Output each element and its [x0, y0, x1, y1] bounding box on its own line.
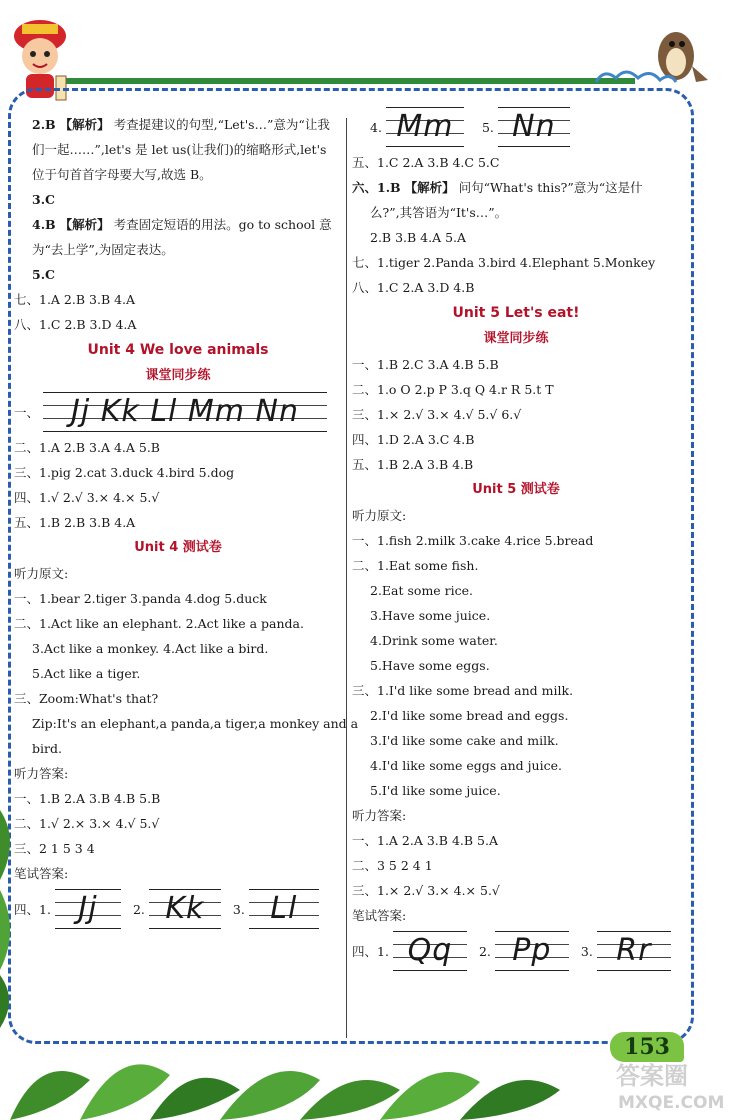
answer-line: 么?”,其答语为“It's…”。: [370, 205, 508, 220]
answer-line: 二、3 5 2 4 1: [352, 858, 433, 873]
handwriting-letters: Qq: [407, 933, 453, 968]
handwriting-letters: Pp: [512, 933, 552, 968]
answer-line: 三、1.× 2.√ 3.× 4.× 5.√: [352, 883, 500, 898]
answer-line: 四、1.√ 2.√ 3.× 4.× 5.√: [14, 490, 160, 505]
answer-line: 2.I'd like some bread and eggs.: [370, 708, 569, 723]
handwriting-letters: Jj Kk Ll Mm Nn: [71, 394, 299, 429]
answer-line: 一、1.bear 2.tiger 3.panda 4.dog 5.duck: [14, 591, 267, 606]
answer-line: 5.I'd like some juice.: [370, 783, 501, 798]
answer-line: 八、1.C 2.B 3.D 4.A: [14, 317, 137, 332]
answer-line: 三、1.pig 2.cat 3.duck 4.bird 5.dog: [14, 465, 235, 480]
unit4-heading: Unit 4 We love animals: [87, 342, 269, 358]
handwriting-lines: [495, 931, 569, 971]
page-number: 153: [610, 1032, 684, 1062]
handwriting-letters: Mm: [396, 109, 454, 144]
hw-label: 2.: [478, 943, 491, 959]
answer-line: 一、1.B 2.C 3.A 4.B 5.B: [352, 357, 499, 372]
handwriting-lines: [393, 931, 467, 971]
bottom-leaves-decoration: [0, 1020, 620, 1120]
handwriting-lines: [498, 107, 570, 147]
handwriting-lines: [149, 889, 221, 929]
answer-number: 六、1.B: [352, 180, 401, 195]
unit5-practice-heading: 课堂同步练: [483, 331, 549, 346]
handwriting-row: [352, 928, 680, 974]
hw-label: 四、1.: [14, 902, 51, 917]
right-column: [352, 104, 680, 974]
answer-line: 位于句首首字母要大写,故选 B。: [32, 167, 212, 182]
answer-line: bird.: [32, 741, 62, 756]
answer-line: 2.Eat some rice.: [370, 583, 474, 598]
answer-line: 2.B 3.B 4.A 5.A: [370, 230, 467, 245]
answer-line: 二、1.A 2.B 3.A 4.A 5.B: [14, 440, 160, 455]
watermark-line1: 答案圈: [616, 1062, 688, 1090]
hw-label: 一、: [14, 405, 40, 420]
analysis-tag: 【解析】: [59, 117, 110, 132]
handwriting-letters: Kk: [165, 891, 205, 926]
section-label: 听力答案:: [352, 808, 407, 823]
handwriting-lines: [43, 392, 327, 432]
handwriting-lines: [249, 889, 319, 929]
answer-text: 问句“What's this?”意为“这是什: [458, 180, 643, 195]
answer-line: 五、1.C 2.A 3.B 4.C 5.C: [352, 155, 500, 170]
handwriting-letters: Ll: [270, 891, 298, 926]
answer-line: [14, 112, 342, 137]
analysis-tag: 【解析】: [404, 180, 455, 195]
handwriting-letters: Nn: [512, 109, 556, 144]
hw-label: 4.: [370, 119, 382, 135]
answer-text: 考查提建议的句型,“Let's…”意为“让我: [113, 117, 330, 132]
unit5-heading: Unit 5 Let's eat!: [452, 305, 580, 321]
answer-number: 2.B: [32, 117, 56, 132]
watermark-line2: MXQE.COM: [618, 1093, 725, 1113]
answer-line: 为“去上学”,为固定表达。: [32, 242, 174, 257]
handwriting-letters: Jj: [78, 891, 98, 926]
answer-line: 3.Act like a monkey. 4.Act like a bird.: [32, 641, 269, 656]
answer-line: 4.I'd like some eggs and juice.: [370, 758, 562, 773]
section-label: 听力答案:: [14, 766, 69, 781]
column-divider: [346, 118, 347, 1038]
answer-line: 二、1.Eat some fish.: [352, 558, 479, 573]
unit5-test-heading: Unit 5 测试卷: [472, 482, 560, 497]
answer-line: 5.Act like a tiger.: [32, 666, 141, 681]
answer-line: 七、1.A 2.B 3.B 4.A: [14, 292, 136, 307]
handwriting-lines: [55, 889, 121, 929]
answer-number: 4.B: [32, 217, 56, 232]
section-label: 听力原文:: [352, 508, 407, 523]
handwriting-letters: Rr: [616, 933, 652, 968]
top-green-band: [60, 78, 635, 84]
answer-line: 们一起……”,let's 是 let us(让我们)的缩略形式,let's: [32, 142, 327, 157]
answer-line: 二、1.o O 2.p P 3.q Q 4.r R 5.t T: [352, 382, 554, 397]
answer-line: 四、1.D 2.A 3.C 4.B: [352, 432, 475, 447]
unit4-practice-heading: 课堂同步练: [145, 368, 211, 383]
answer-line: 一、1.fish 2.milk 3.cake 4.rice 5.bread: [352, 533, 594, 548]
section-label: 笔试答案:: [352, 908, 407, 923]
answer-line: 3.I'd like some cake and milk.: [370, 733, 559, 748]
answer-text: 考查固定短语的用法。go to school 意: [113, 217, 332, 232]
hw-label: 3.: [232, 901, 245, 917]
watermark-logo: [612, 1056, 746, 1116]
answer-line: 八、1.C 2.A 3.D 4.B: [352, 280, 475, 295]
left-column: [14, 112, 359, 932]
hw-label: 四、1.: [352, 944, 389, 959]
unit4-test-heading: Unit 4 测试卷: [134, 540, 222, 555]
answer-line: 一、1.A 2.A 3.B 4.B 5.A: [352, 833, 498, 848]
answer-line: 七、1.tiger 2.Panda 3.bird 4.Elephant 5.Monkey: [352, 255, 656, 270]
handwriting-lines: [597, 931, 671, 971]
answer-line: [14, 212, 342, 237]
handwriting-lines: [386, 107, 464, 147]
answer-line: 五、1.B 2.A 3.B 4.B: [352, 457, 474, 472]
answer-line: 一、1.B 2.A 3.B 4.B 5.B: [14, 791, 161, 806]
answer-line: 4.Drink some water.: [370, 633, 498, 648]
answer-line: 五、1.B 2.B 3.B 4.A: [14, 515, 136, 530]
handwriting-row: [14, 886, 342, 932]
answer-line: 三、1.× 2.√ 3.× 4.√ 5.√ 6.√: [352, 407, 522, 422]
answer-line: 5.Have some eggs.: [370, 658, 490, 673]
section-label: 听力原文:: [14, 566, 69, 581]
hw-label: 3.: [580, 943, 593, 959]
hw-label: 5.: [481, 119, 494, 135]
answer-line: 3.Have some juice.: [370, 608, 491, 623]
analysis-tag: 【解析】: [59, 217, 110, 232]
answer-line: 3.C: [32, 192, 55, 207]
section-label: 笔试答案:: [14, 866, 69, 881]
answer-line: 三、Zoom:What's that?: [14, 691, 159, 706]
hw-label: 2.: [132, 901, 145, 917]
answer-line: 二、1.√ 2.× 3.× 4.√ 5.√: [14, 816, 160, 831]
answer-line: Zip:It's an elephant,a panda,a tiger,a monkey and a: [32, 716, 359, 731]
answer-line: 二、1.Act like an elephant. 2.Act like a panda.: [14, 616, 304, 631]
answer-line: 5.C: [32, 267, 55, 282]
handwriting-row: [14, 389, 342, 435]
answer-line: 三、2 1 5 3 4: [14, 841, 95, 856]
handwriting-row: [352, 104, 680, 150]
answer-line: [352, 175, 680, 200]
answer-line: 三、1.I'd like some bread and milk.: [352, 683, 574, 698]
